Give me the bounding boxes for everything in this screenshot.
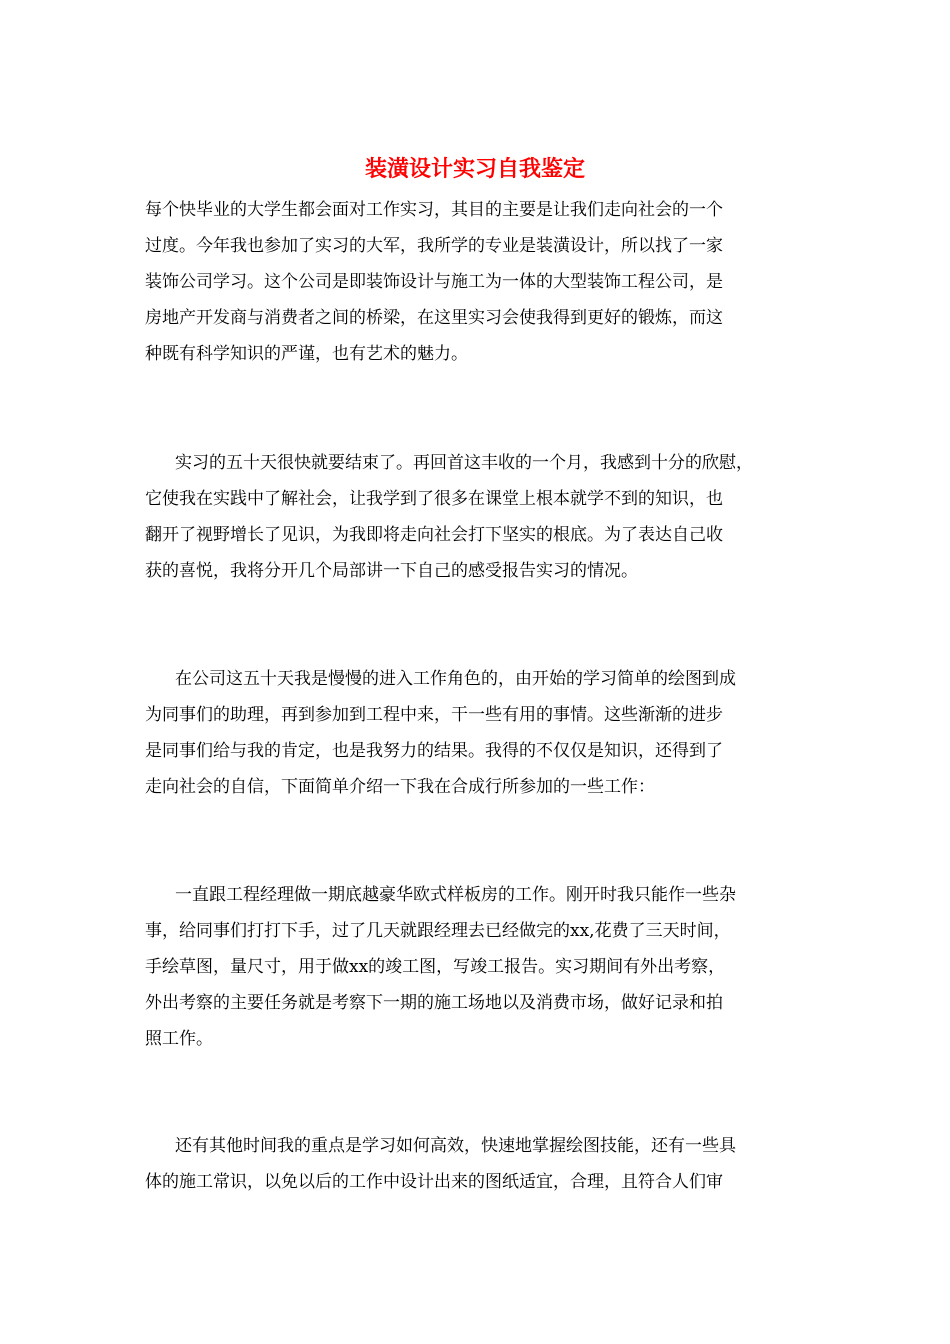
paragraph-line: 在公司这五十天我是慢慢的进入工作角色的，由开始的学习简单的绘图到成 [175, 669, 736, 689]
paragraph-2 [145, 445, 815, 589]
paragraph-line: 事，给同事们打打下手，过了几天就跟经理去已经做完的xx,花费了三天时间， [145, 921, 731, 941]
paragraph-5 [145, 1128, 815, 1200]
paragraph-3 [145, 661, 815, 805]
paragraph-line: 体的施工常识，以免以后的工作中设计出来的图纸适宜，合理，且符合人们审 [145, 1172, 723, 1192]
paragraph-line: 过度。今年我也参加了实习的大军，我所学的专业是装潢设计，所以找了一家 [145, 236, 723, 256]
paragraph-line: 还有其他时间我的重点是学习如何高效，快速地掌握绘图技能，还有一些具 [175, 1136, 736, 1156]
paragraph-line: 手绘草图，量尺寸，用于做xx的竣工图，写竣工报告。实习期间有外出考察， [145, 957, 726, 977]
paragraph-line: 外出考察的主要任务就是考察下一期的施工场地以及消费市场，做好记录和拍 [145, 993, 723, 1013]
paragraph-line: 一直跟工程经理做一期底越豪华欧式样板房的工作。刚开时我只能作一些杂 [175, 885, 736, 905]
paragraph-line: 房地产开发商与消费者之间的桥梁，在这里实习会使我得到更好的锻炼，而这 [145, 308, 723, 328]
paragraph-line: 实习的五十天很快就要结束了。再回首这丰收的一个月，我感到十分的欣慰， [175, 453, 753, 473]
paragraph-line: 每个快毕业的大学生都会面对工作实习，其目的主要是让我们走向社会的一个 [145, 200, 723, 220]
paragraph-line: 照工作。 [145, 1029, 213, 1049]
paragraph-1 [145, 192, 815, 372]
document-title: 装潢设计实习自我鉴定 [364, 156, 585, 182]
paragraph-line: 获的喜悦，我将分开几个局部讲一下自己的感受报告实习的情况。 [145, 561, 638, 581]
paragraph-line: 为同事们的助理，再到参加到工程中来，干一些有用的事情。这些渐渐的进步 [145, 705, 723, 725]
paragraph-line: 翻开了视野增长了见识，为我即将走向社会打下坚实的根底。为了表达自己收 [145, 525, 723, 545]
paragraph-line: 走向社会的自信，下面简单介绍一下我在合成行所参加的一些工作： [145, 777, 655, 797]
paragraph-line: 是同事们给与我的肯定，也是我努力的结果。我得的不仅仅是知识，还得到了 [145, 741, 723, 761]
paragraph-4 [145, 877, 815, 1057]
paragraph-line: 装饰公司学习。这个公司是即装饰设计与施工为一体的大型装饰工程公司，是 [145, 272, 723, 292]
paragraph-line: 种既有科学知识的严谨，也有艺术的魅力。 [145, 344, 468, 364]
paragraph-line: 它使我在实践中了解社会，让我学到了很多在课堂上根本就学不到的知识，也 [145, 489, 723, 509]
